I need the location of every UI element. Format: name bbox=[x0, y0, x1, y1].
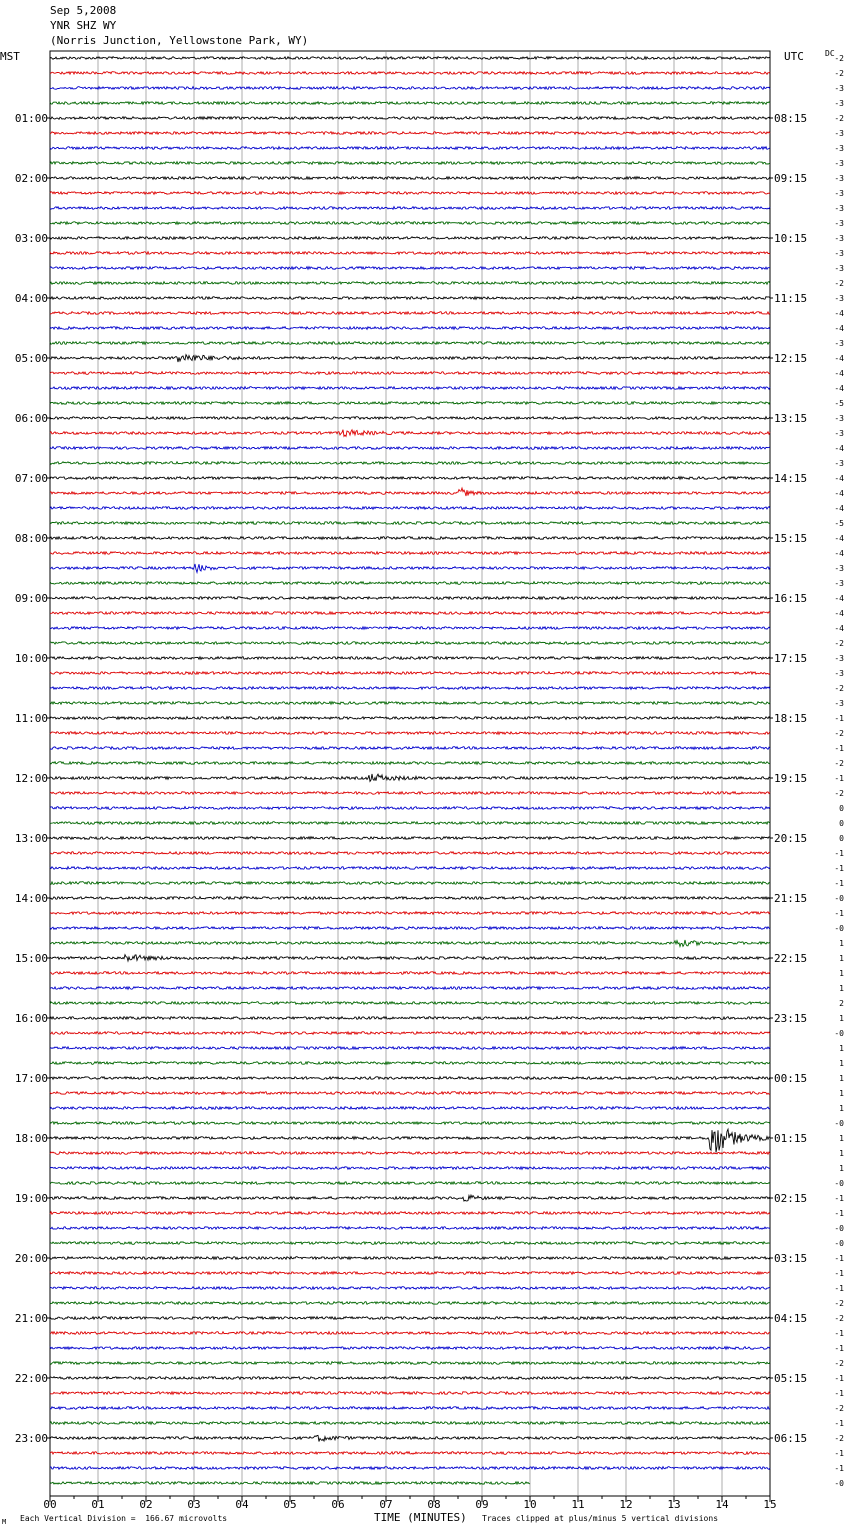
dc-offset-label: -2 bbox=[834, 69, 844, 78]
trace-line bbox=[50, 807, 770, 810]
trace-line bbox=[50, 1062, 770, 1065]
hour-label-utc: 00:15 bbox=[774, 1072, 808, 1085]
dc-offset-label: -1 bbox=[834, 1464, 844, 1473]
trace-line bbox=[50, 267, 770, 270]
hour-label-mst: 22:00 bbox=[14, 1372, 48, 1385]
dc-offset-label: -1 bbox=[834, 1374, 844, 1383]
dc-offset-label: -1 bbox=[834, 879, 844, 888]
trace-line bbox=[50, 462, 770, 465]
hour-label-mst: 21:00 bbox=[14, 1312, 48, 1325]
trace-line bbox=[50, 564, 770, 572]
dc-offset-label: -3 bbox=[834, 294, 844, 303]
station-location: (Norris Junction, Yellowstone Park, WY) bbox=[50, 34, 309, 47]
left-axis-title: MST bbox=[0, 50, 20, 63]
dc-offset-label: -3 bbox=[834, 699, 844, 708]
hour-label-mst: 17:00 bbox=[14, 1072, 48, 1085]
hour-label-utc: 05:15 bbox=[774, 1372, 808, 1385]
trace-line bbox=[50, 207, 770, 210]
dc-offset-label: -1 bbox=[834, 1284, 844, 1293]
trace-line bbox=[50, 927, 770, 930]
x-tick-label: 15 bbox=[763, 1498, 777, 1511]
trace-line bbox=[50, 1422, 770, 1425]
dc-offset-label: -3 bbox=[834, 204, 844, 213]
trace-line bbox=[50, 1317, 770, 1320]
dc-offset-label: -3 bbox=[834, 459, 844, 468]
trace-line bbox=[50, 1467, 770, 1470]
trace-line bbox=[50, 1107, 770, 1110]
hour-label-utc: 08:15 bbox=[774, 112, 808, 125]
x-tick-label: 07 bbox=[379, 1498, 393, 1511]
trace-line bbox=[50, 1435, 770, 1441]
trace-line bbox=[50, 192, 770, 195]
trace-line bbox=[50, 1392, 770, 1395]
trace-line bbox=[50, 477, 770, 480]
x-tick-label: 02 bbox=[139, 1498, 153, 1511]
x-axis-title: TIME (MINUTES) bbox=[374, 1511, 467, 1524]
dc-offset-label: -0 bbox=[834, 1479, 844, 1488]
dc-offset-label: -3 bbox=[834, 264, 844, 273]
dc-offset-label: -4 bbox=[834, 369, 844, 378]
dc-offset-label: 2 bbox=[839, 999, 844, 1008]
trace-line bbox=[50, 597, 770, 600]
dc-offset-label: -1 bbox=[834, 1449, 844, 1458]
dc-offset-label: -4 bbox=[834, 549, 844, 558]
hour-label-mst: 16:00 bbox=[14, 1012, 48, 1025]
dc-offset-label: -1 bbox=[834, 864, 844, 873]
dc-offset-label: -0 bbox=[834, 1029, 844, 1038]
dc-offset-label: -2 bbox=[834, 729, 844, 738]
hour-label-utc: 21:15 bbox=[774, 892, 808, 905]
trace-line bbox=[50, 1212, 770, 1215]
trace-line bbox=[50, 327, 770, 330]
x-tick-label: 06 bbox=[331, 1498, 345, 1511]
dc-offset-label: -3 bbox=[834, 339, 844, 348]
trace-line bbox=[50, 1407, 770, 1410]
dc-offset-label: -4 bbox=[834, 474, 844, 483]
hour-label-mst: 05:00 bbox=[14, 352, 48, 365]
trace-line bbox=[50, 522, 770, 525]
trace-line bbox=[50, 657, 770, 660]
dc-offset-label: -4 bbox=[834, 354, 844, 363]
hour-label-mst: 07:00 bbox=[14, 472, 48, 485]
trace-line bbox=[50, 507, 770, 510]
dc-offset-label: -2 bbox=[834, 54, 844, 63]
trace-line bbox=[50, 252, 770, 255]
hour-label-utc: 02:15 bbox=[774, 1192, 808, 1205]
trace-line bbox=[50, 87, 770, 90]
hour-label-utc: 19:15 bbox=[774, 772, 808, 785]
dc-offset-label: -4 bbox=[834, 504, 844, 513]
trace-line bbox=[50, 672, 770, 675]
dc-offset-label: -3 bbox=[834, 144, 844, 153]
trace-line bbox=[50, 747, 770, 750]
dc-offset-label: -1 bbox=[834, 1254, 844, 1263]
dc-offset-label: -4 bbox=[834, 594, 844, 603]
hour-label-mst: 23:00 bbox=[14, 1432, 48, 1445]
dc-offset-label: 1 bbox=[839, 1164, 844, 1173]
hour-label-mst: 06:00 bbox=[14, 412, 48, 425]
trace-line bbox=[50, 1182, 770, 1185]
trace-line bbox=[50, 282, 770, 285]
dc-offset-label: 1 bbox=[839, 1134, 844, 1143]
dc-offset-label: -2 bbox=[834, 114, 844, 123]
hour-label-utc: 10:15 bbox=[774, 232, 808, 245]
hour-label-utc: 18:15 bbox=[774, 712, 808, 725]
dc-offset-label: 1 bbox=[839, 1044, 844, 1053]
trace-line bbox=[50, 837, 770, 840]
dc-offset-label: -1 bbox=[834, 1419, 844, 1428]
dc-offset-label: -4 bbox=[834, 609, 844, 618]
dc-offset-label: -0 bbox=[834, 924, 844, 933]
dc-offset-label: -3 bbox=[834, 234, 844, 243]
dc-offset-label: -2 bbox=[834, 1299, 844, 1308]
trace-line bbox=[50, 552, 770, 555]
trace-line bbox=[50, 717, 770, 720]
x-tick-label: 08 bbox=[427, 1498, 441, 1511]
dc-offset-label: -1 bbox=[834, 774, 844, 783]
x-tick-label: 12 bbox=[619, 1498, 633, 1511]
trace-line bbox=[50, 897, 770, 900]
dc-offset-label: -2 bbox=[834, 789, 844, 798]
x-tick-label: 01 bbox=[91, 1498, 105, 1511]
dc-offset-label: -2 bbox=[834, 1404, 844, 1413]
hour-label-utc: 23:15 bbox=[774, 1012, 808, 1025]
dc-offset-label: 0 bbox=[839, 804, 844, 813]
dc-offset-label: 1 bbox=[839, 984, 844, 993]
trace-line bbox=[50, 792, 770, 795]
dc-offset-label: -0 bbox=[834, 1119, 844, 1128]
dc-offset-label: 1 bbox=[839, 1089, 844, 1098]
trace-line bbox=[50, 1452, 770, 1455]
dc-offset-label: -2 bbox=[834, 759, 844, 768]
dc-offset-label: 1 bbox=[839, 1059, 844, 1068]
dc-offset-label: -2 bbox=[834, 279, 844, 288]
trace-line bbox=[50, 1377, 770, 1380]
hour-label-utc: 11:15 bbox=[774, 292, 808, 305]
dc-offset-label: -5 bbox=[834, 399, 844, 408]
trace-line bbox=[50, 1362, 770, 1365]
trace-line bbox=[50, 1227, 770, 1230]
dc-offset-label: -2 bbox=[834, 1314, 844, 1323]
trace-line bbox=[50, 1257, 770, 1260]
dc-offset-label: 1 bbox=[839, 954, 844, 963]
dc-offset-label: -4 bbox=[834, 384, 844, 393]
trace-line bbox=[50, 940, 770, 947]
hour-label-utc: 15:15 bbox=[774, 532, 808, 545]
trace-line bbox=[50, 912, 770, 915]
dc-offset-label: 0 bbox=[839, 834, 844, 843]
dc-offset-label: -5 bbox=[834, 519, 844, 528]
dc-offset-label: -3 bbox=[834, 189, 844, 198]
hour-label-mst: 12:00 bbox=[14, 772, 48, 785]
trace-line bbox=[50, 132, 770, 135]
hour-label-mst: 18:00 bbox=[14, 1132, 48, 1145]
trace-line bbox=[50, 488, 770, 496]
dc-offset-label: -0 bbox=[834, 1239, 844, 1248]
trace-line bbox=[50, 372, 770, 375]
trace-line bbox=[50, 72, 770, 75]
trace-line bbox=[50, 57, 770, 60]
dc-offset-label: -3 bbox=[834, 99, 844, 108]
dc-label: DC bbox=[825, 49, 835, 58]
hour-label-utc: 13:15 bbox=[774, 412, 808, 425]
dc-offset-label: -3 bbox=[834, 654, 844, 663]
trace-line bbox=[50, 312, 770, 315]
dc-offset-label: -3 bbox=[834, 249, 844, 258]
dc-offset-label: -3 bbox=[834, 174, 844, 183]
hour-label-mst: 04:00 bbox=[14, 292, 48, 305]
hour-label-mst: 08:00 bbox=[14, 532, 48, 545]
trace-line bbox=[50, 342, 770, 345]
hour-label-utc: 12:15 bbox=[774, 352, 808, 365]
dc-offset-label: -3 bbox=[834, 564, 844, 573]
trace-line bbox=[50, 1002, 770, 1005]
trace-line bbox=[50, 642, 770, 645]
trace-line bbox=[50, 987, 770, 990]
hour-label-mst: 02:00 bbox=[14, 172, 48, 185]
hour-label-utc: 22:15 bbox=[774, 952, 808, 965]
trace-line bbox=[50, 1332, 770, 1335]
dc-offset-label: 1 bbox=[839, 1074, 844, 1083]
dc-offset-label: -3 bbox=[834, 159, 844, 168]
dc-offset-label: -3 bbox=[834, 579, 844, 588]
trace-line bbox=[50, 1032, 770, 1035]
trace-line bbox=[50, 1152, 770, 1155]
dc-offset-label: 0 bbox=[839, 819, 844, 828]
x-tick-label: 05 bbox=[283, 1498, 297, 1511]
hour-label-utc: 09:15 bbox=[774, 172, 808, 185]
trace-line bbox=[50, 447, 770, 450]
trace-line bbox=[50, 1122, 770, 1125]
dc-offset-label: -0 bbox=[834, 894, 844, 903]
trace-line bbox=[50, 237, 770, 240]
station-code: YNR SHZ WY bbox=[50, 19, 117, 32]
trace-line bbox=[50, 417, 770, 420]
dc-offset-label: -3 bbox=[834, 84, 844, 93]
trace-line bbox=[50, 822, 770, 825]
trace-line bbox=[50, 117, 770, 120]
dc-offset-label: -1 bbox=[834, 1209, 844, 1218]
dc-offset-label: -2 bbox=[834, 1359, 844, 1368]
dc-offset-label: 1 bbox=[839, 1104, 844, 1113]
trace-line bbox=[50, 732, 770, 735]
x-tick-label: 13 bbox=[667, 1498, 681, 1511]
x-tick-label: 09 bbox=[475, 1498, 489, 1511]
dc-offset-label: -3 bbox=[834, 669, 844, 678]
trace-line bbox=[50, 222, 770, 225]
trace-line bbox=[50, 1302, 770, 1305]
dc-offset-label: -3 bbox=[834, 414, 844, 423]
trace-line bbox=[50, 972, 770, 975]
corner-mark: M bbox=[2, 1518, 7, 1526]
dc-offset-label: -3 bbox=[834, 429, 844, 438]
dc-offset-label: -1 bbox=[834, 909, 844, 918]
dc-offset-label: -1 bbox=[834, 1344, 844, 1353]
trace-line bbox=[50, 582, 770, 585]
x-tick-label: 14 bbox=[715, 1498, 729, 1511]
trace-line bbox=[50, 852, 770, 855]
trace-line bbox=[50, 1242, 770, 1245]
dc-offset-label: -1 bbox=[834, 849, 844, 858]
trace-line bbox=[50, 1129, 770, 1152]
trace-line bbox=[50, 387, 770, 390]
hour-label-mst: 15:00 bbox=[14, 952, 48, 965]
hour-label-mst: 14:00 bbox=[14, 892, 48, 905]
trace-line bbox=[50, 430, 770, 437]
trace-line bbox=[50, 177, 770, 180]
dc-offset-label: 1 bbox=[839, 939, 844, 948]
dc-offset-label: -3 bbox=[834, 129, 844, 138]
dc-offset-label: -4 bbox=[834, 534, 844, 543]
trace-line bbox=[50, 402, 770, 405]
trace-line bbox=[50, 774, 770, 782]
hour-label-mst: 03:00 bbox=[14, 232, 48, 245]
trace-line bbox=[50, 1167, 770, 1170]
trace-line bbox=[50, 1347, 770, 1350]
x-tick-label: 03 bbox=[187, 1498, 201, 1511]
x-tick-label: 00 bbox=[43, 1498, 57, 1511]
trace-line bbox=[50, 867, 770, 870]
hour-label-mst: 11:00 bbox=[14, 712, 48, 725]
dc-offset-label: -2 bbox=[834, 1434, 844, 1443]
x-tick-label: 04 bbox=[235, 1498, 249, 1511]
dc-offset-label: -4 bbox=[834, 309, 844, 318]
hour-label-mst: 19:00 bbox=[14, 1192, 48, 1205]
trace-line bbox=[50, 1195, 770, 1201]
dc-offset-label: 1 bbox=[839, 1014, 844, 1023]
trace-line bbox=[50, 355, 770, 362]
dc-offset-label: -0 bbox=[834, 1224, 844, 1233]
plot-date: Sep 5,2008 bbox=[50, 4, 117, 17]
dc-offset-label: -4 bbox=[834, 324, 844, 333]
x-tick-label: 10 bbox=[523, 1498, 537, 1511]
trace-line bbox=[50, 762, 770, 765]
dc-offset-label: -3 bbox=[834, 219, 844, 228]
dc-offset-label: -1 bbox=[834, 1194, 844, 1203]
hour-label-mst: 13:00 bbox=[14, 832, 48, 845]
hour-label-utc: 17:15 bbox=[774, 652, 808, 665]
trace-line bbox=[50, 147, 770, 150]
hour-label-mst: 01:00 bbox=[14, 112, 48, 125]
dc-offset-label: -0 bbox=[834, 1179, 844, 1188]
trace-line bbox=[50, 1272, 770, 1275]
trace-line bbox=[50, 162, 770, 165]
clip-note: Traces clipped at plus/minus 5 vertical divisions bbox=[482, 1514, 719, 1523]
dc-offset-label: -1 bbox=[834, 744, 844, 753]
trace-line bbox=[50, 1047, 770, 1050]
trace-line bbox=[50, 297, 770, 300]
hour-label-mst: 20:00 bbox=[14, 1252, 48, 1265]
hour-label-utc: 01:15 bbox=[774, 1132, 808, 1145]
trace-line bbox=[50, 537, 770, 540]
trace-line bbox=[50, 882, 770, 885]
dc-offset-label: -2 bbox=[834, 639, 844, 648]
right-axis-title: UTC bbox=[784, 50, 804, 63]
trace-line bbox=[50, 687, 770, 690]
trace-line bbox=[50, 1092, 770, 1095]
dc-offset-label: 1 bbox=[839, 1149, 844, 1158]
hour-label-mst: 09:00 bbox=[14, 592, 48, 605]
hour-label-utc: 16:15 bbox=[774, 592, 808, 605]
scale-note: Each Vertical Division = 166.67 microvolts bbox=[20, 1514, 228, 1523]
x-tick-label: 11 bbox=[571, 1498, 585, 1511]
hour-label-utc: 06:15 bbox=[774, 1432, 808, 1445]
dc-offset-label: -4 bbox=[834, 444, 844, 453]
dc-offset-label: -1 bbox=[834, 714, 844, 723]
dc-offset-label: -1 bbox=[834, 1329, 844, 1338]
dc-offset-label: -1 bbox=[834, 1269, 844, 1278]
dc-offset-label: -1 bbox=[834, 1389, 844, 1398]
hour-label-utc: 03:15 bbox=[774, 1252, 808, 1265]
dc-offset-label: -2 bbox=[834, 684, 844, 693]
dc-offset-label: -4 bbox=[834, 624, 844, 633]
trace-line bbox=[50, 1287, 770, 1290]
dc-offset-label: -4 bbox=[834, 489, 844, 498]
trace-line bbox=[50, 702, 770, 705]
dc-offset-label: 1 bbox=[839, 969, 844, 978]
hour-label-utc: 20:15 bbox=[774, 832, 808, 845]
trace-line bbox=[50, 955, 770, 961]
trace-line bbox=[50, 612, 770, 615]
hour-label-mst: 10:00 bbox=[14, 652, 48, 665]
trace-line bbox=[50, 102, 770, 105]
hour-label-utc: 04:15 bbox=[774, 1312, 808, 1325]
trace-line bbox=[50, 627, 770, 630]
trace-line bbox=[50, 1077, 770, 1080]
trace-line bbox=[50, 1017, 770, 1020]
hour-label-utc: 14:15 bbox=[774, 472, 808, 485]
